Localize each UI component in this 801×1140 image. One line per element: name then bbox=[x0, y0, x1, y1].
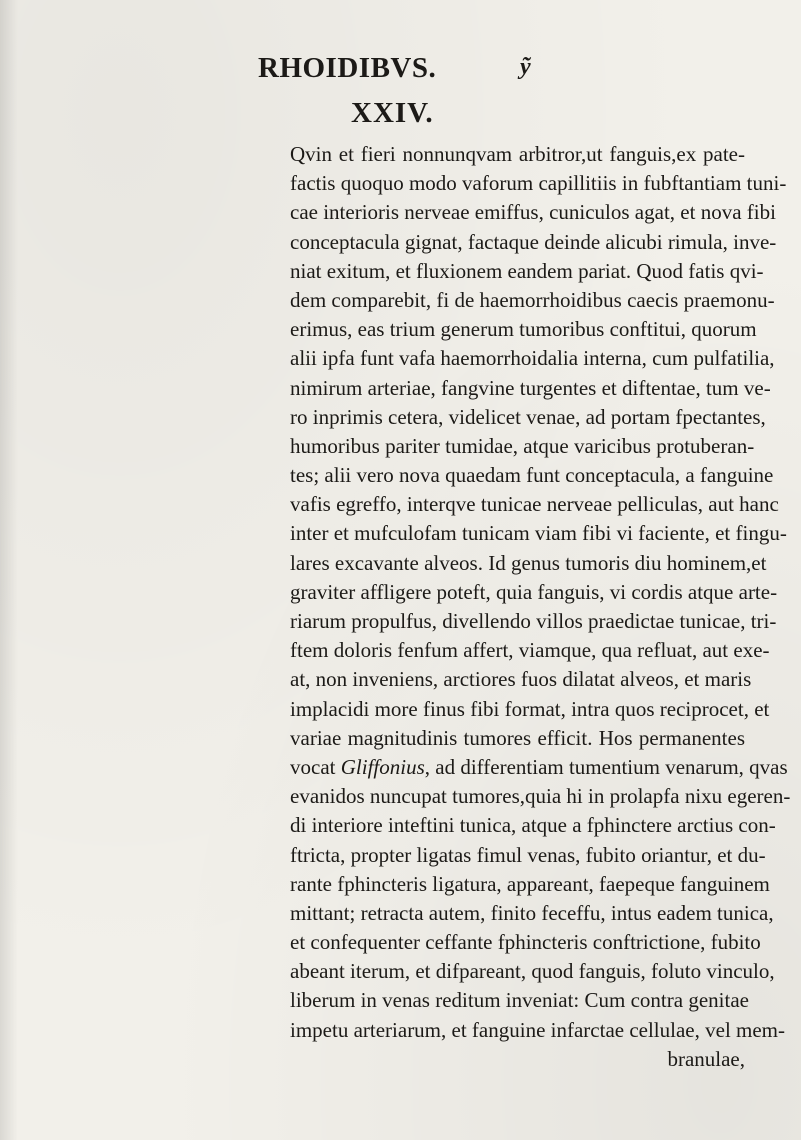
text-line bbox=[290, 636, 770, 665]
text-line bbox=[290, 841, 766, 870]
text-line bbox=[290, 607, 777, 636]
text-run: et confequenter ceffante fphincteris conftrictione, fubito bbox=[290, 930, 761, 955]
text-line bbox=[290, 811, 776, 840]
text-line bbox=[290, 374, 771, 403]
text-run: at, non inveniens, arctiores fuos dilatat alveos, et maris bbox=[290, 667, 752, 692]
text-run: evanidos nuncupat tumores,quia hi in prolapfa nixu egeren- bbox=[290, 784, 791, 809]
text-run: ftricta, propter ligatas fimul venas, fubito oriantur, et du- bbox=[290, 842, 766, 867]
page-gutter-shadow bbox=[0, 0, 18, 1140]
text-line bbox=[290, 315, 757, 344]
text-run: mittant; retracta autem, finito feceffu, intus eadem tunica, bbox=[290, 900, 774, 925]
text-run: cae interioris nerveae emiffus, cuniculos agat, et nova fibi bbox=[290, 200, 776, 225]
running-head bbox=[0, 52, 801, 92]
body-text bbox=[290, 140, 791, 1074]
text-line bbox=[290, 724, 745, 753]
text-line bbox=[290, 1016, 786, 1045]
text-run: alii ipfa funt vafa haemorrhoidalia interna, cum pulfatilia, bbox=[290, 346, 775, 371]
text-line bbox=[290, 665, 752, 694]
text-run: impetu arteriarum, et fanguine infarctae cellulae, vel mem- bbox=[290, 1017, 786, 1042]
text-run: humoribus pariter tumidae, atque varicibus protuberan- bbox=[290, 433, 755, 458]
text-run: lares excavante alveos. Id genus tumoris diu hominem,et bbox=[290, 550, 767, 575]
text-run: dem comparebit, fi de haemorrhoidibus caecis praemonu- bbox=[290, 287, 775, 312]
text-line bbox=[290, 228, 777, 257]
text-line bbox=[290, 1045, 745, 1074]
text-line bbox=[290, 957, 775, 986]
page-mark: ỹ bbox=[520, 54, 531, 80]
text-run: vafis egreffo, interqve tunicae nerveae pelliculas, aut hanc bbox=[290, 492, 779, 517]
text-run: tes; alii vero nova quaedam funt conceptacula, a fanguine bbox=[290, 463, 774, 488]
text-line bbox=[290, 403, 766, 432]
text-line bbox=[290, 461, 774, 490]
text-line bbox=[290, 782, 791, 811]
text-run: di interiore inteftini tunica, atque a fphinctere arctius con- bbox=[290, 813, 776, 838]
text-run: erimus, eas trium generum tumoribus conftitui, quorum bbox=[290, 317, 757, 342]
italic-name: Gliffonius bbox=[340, 754, 425, 779]
text-run: nimirum arteriae, fangvine turgentes et diftentae, tum ve- bbox=[290, 375, 771, 400]
text-line bbox=[290, 928, 761, 957]
text-line bbox=[290, 986, 749, 1015]
text-line bbox=[290, 899, 774, 928]
text-run: inter et mufculofam tunicam viam fibi vi faciente, et fingu- bbox=[290, 521, 787, 546]
text-run: liberum in venas reditum inveniat: Cum contra genitae bbox=[290, 988, 749, 1013]
text-run: branulae, bbox=[667, 1046, 745, 1071]
text-run: factis quoquo modo vaforum capillitiis in fubftantiam tuni- bbox=[290, 171, 787, 196]
text-run: abeant iterum, et difpareant, quod fanguis, foluto vinculo, bbox=[290, 959, 775, 984]
text-run: vocat bbox=[290, 754, 341, 779]
text-run: implacidi more finus fibi format, intra quos reciprocet, et bbox=[290, 696, 770, 721]
text-run: Qvin et fieri nonnunqvam arbitror,ut fanguis,ex pate- bbox=[290, 142, 745, 166]
text-run: conceptacula gignat, factaque deinde alicubi rimula, inve- bbox=[290, 229, 777, 254]
text-line bbox=[290, 140, 745, 169]
text-run: , ad differentiam tumentium venarum, qvas bbox=[424, 754, 788, 779]
running-title: RHOIDIBVS. bbox=[258, 52, 437, 84]
text-line bbox=[290, 344, 775, 373]
text-line bbox=[290, 169, 787, 198]
text-line bbox=[290, 578, 778, 607]
text-run: rante fphincteris ligatura, appareant, faepeque fanguinem bbox=[290, 871, 770, 896]
text-run: variae magnitudinis tumores efficit. Hos permanentes bbox=[290, 725, 745, 750]
text-line bbox=[290, 519, 787, 548]
text-line bbox=[290, 432, 755, 461]
text-run: ro inprimis cetera, videlicet venae, ad portam fpectantes, bbox=[290, 404, 766, 429]
text-run: niat exitum, et fluxionem eandem pariat. Quod fatis qvi- bbox=[290, 258, 764, 283]
section-number: XXIV. bbox=[351, 97, 434, 129]
text-line bbox=[290, 695, 770, 724]
text-line bbox=[290, 286, 775, 315]
text-line bbox=[290, 490, 779, 519]
text-run: graviter affligere poteft, quia fanguis, vi cordis atque arte- bbox=[290, 579, 778, 604]
text-line bbox=[290, 753, 788, 782]
text-run: riarum propulfus, divellendo villos praedictae tunicae, tri- bbox=[290, 609, 777, 633]
text-run: ftem doloris fenfum affert, viamque, qua refluat, aut exe- bbox=[290, 638, 770, 663]
text-line bbox=[290, 870, 770, 899]
text-line bbox=[290, 198, 776, 227]
text-line bbox=[290, 549, 767, 578]
text-line bbox=[290, 257, 764, 286]
